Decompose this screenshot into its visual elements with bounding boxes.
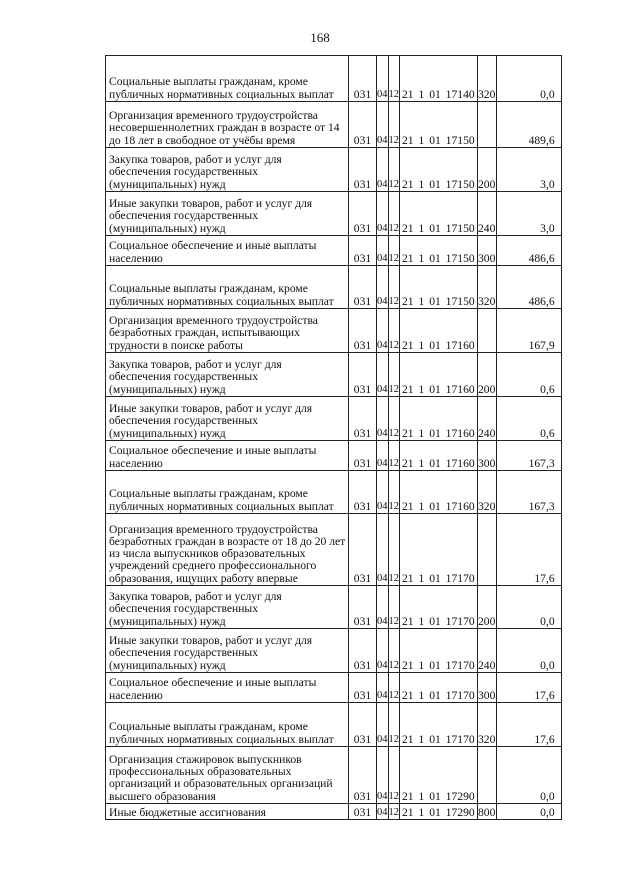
row-description: Социальные выплаты гражданам, кроме публичных нормативных социальных выплат [106,471,349,514]
amount: 167,3 [496,441,561,471]
amount: 0,6 [496,397,561,441]
table-row [106,236,562,266]
table-row [106,471,562,514]
table-row [106,266,562,309]
amount: 0,0 [496,56,561,102]
target-article-code: 21 1 01 17140 [400,56,478,102]
table-row [106,629,562,673]
expense-type-code [477,102,496,148]
ministry-code: 031 [349,703,377,747]
expense-type-code: 320 [477,56,496,102]
row-description: Социальное обеспечение и иные выплаты населению [106,236,349,266]
row-description: Иные бюджетные ассигнования [106,804,349,820]
section-code: 04 [377,747,389,804]
table-row [106,309,562,353]
row-description: Закупка товаров, работ и услуг для обеспечения государственных (муниципальных) нужд [106,148,349,192]
target-article-code: 21 1 01 17170 [400,586,478,629]
subsection-code: 12 [388,192,400,236]
amount: 17,6 [496,703,561,747]
target-article-code: 21 1 01 17290 [400,747,478,804]
section-code: 04 [377,673,389,703]
subsection-code: 12 [388,673,400,703]
row-description: Организация временного трудоустройства безработных граждан в возрасте от 18 до 20 лет из числа выпускников образовательных учреждений среднего профессионального образования, ищущих работу впервые [106,514,349,586]
row-description: Организация временного трудоустройства несовершеннолетних граждан в возрасте от 14 до 18 лет в свободное от учёбы время [106,102,349,148]
page-number: 168 [310,30,330,45]
subsection-code: 12 [388,629,400,673]
table-row [106,514,562,586]
section-code: 04 [377,102,389,148]
section-code: 04 [377,441,389,471]
ministry-code: 031 [349,804,377,820]
ministry-code: 031 [349,192,377,236]
table-row [106,56,562,102]
amount: 17,6 [496,514,561,586]
ministry-code: 031 [349,56,377,102]
row-description: Закупка товаров, работ и услуг для обеспечения государственных (муниципальных) нужд [106,353,349,397]
table-row [106,804,562,820]
row-description: Социальные выплаты гражданам, кроме публичных нормативных социальных выплат [106,56,349,102]
ministry-code: 031 [349,586,377,629]
expense-type-code: 200 [477,353,496,397]
row-description: Социальные выплаты гражданам, кроме публичных нормативных социальных выплат [106,266,349,309]
table-row [106,747,562,804]
expense-type-code: 300 [477,441,496,471]
subsection-code: 12 [388,353,400,397]
row-description: Иные закупки товаров, работ и услуг для обеспечения государственных (муниципальных) нужд [106,397,349,441]
target-article-code: 21 1 01 17150 [400,148,478,192]
amount: 167,9 [496,309,561,353]
row-description: Иные закупки товаров, работ и услуг для обеспечения государственных (муниципальных) нужд [106,629,349,673]
expense-type-code: 200 [477,148,496,192]
table-row [106,586,562,629]
ministry-code: 031 [349,514,377,586]
ministry-code: 031 [349,236,377,266]
target-article-code: 21 1 01 17170 [400,514,478,586]
table-row [106,148,562,192]
expense-type-code: 320 [477,703,496,747]
section-code: 04 [377,471,389,514]
table-row [106,353,562,397]
amount: 3,0 [496,192,561,236]
section-code: 04 [377,397,389,441]
ministry-code: 031 [349,441,377,471]
row-description: Иные закупки товаров, работ и услуг для обеспечения государственных (муниципальных) нужд [106,192,349,236]
target-article-code: 21 1 01 17160 [400,397,478,441]
table-row [106,703,562,747]
ministry-code: 031 [349,148,377,192]
subsection-code: 12 [388,747,400,804]
section-code: 04 [377,353,389,397]
amount: 167,3 [496,471,561,514]
section-code: 04 [377,56,389,102]
subsection-code: 12 [388,236,400,266]
amount: 486,6 [496,236,561,266]
section-code: 04 [377,586,389,629]
target-article-code: 21 1 01 17150 [400,236,478,266]
subsection-code: 12 [388,309,400,353]
expense-type-code: 800 [477,804,496,820]
subsection-code: 12 [388,441,400,471]
target-article-code: 21 1 01 17170 [400,703,478,747]
section-code: 04 [377,629,389,673]
target-article-code: 21 1 01 17160 [400,309,478,353]
amount: 3,0 [496,148,561,192]
expense-type-code [477,747,496,804]
budget-table-body [106,56,562,820]
target-article-code: 21 1 01 17150 [400,102,478,148]
subsection-code: 12 [388,148,400,192]
table-row [106,441,562,471]
section-code: 04 [377,804,389,820]
expense-type-code: 300 [477,673,496,703]
expense-type-code: 200 [477,586,496,629]
subsection-code: 12 [388,586,400,629]
target-article-code: 21 1 01 17150 [400,266,478,309]
expense-type-code: 240 [477,397,496,441]
row-description: Закупка товаров, работ и услуг для обеспечения государственных (муниципальных) нужд [106,586,349,629]
ministry-code: 031 [349,353,377,397]
expense-type-code [477,309,496,353]
subsection-code: 12 [388,397,400,441]
ministry-code: 031 [349,673,377,703]
section-code: 04 [377,309,389,353]
amount: 489,6 [496,102,561,148]
expense-type-code: 320 [477,266,496,309]
ministry-code: 031 [349,266,377,309]
row-description: Социальное обеспечение и иные выплаты населению [106,673,349,703]
subsection-code: 12 [388,102,400,148]
target-article-code: 21 1 01 17160 [400,471,478,514]
expense-type-code [477,514,496,586]
target-article-code: 21 1 01 17170 [400,673,478,703]
ministry-code: 031 [349,309,377,353]
target-article-code: 21 1 01 17170 [400,629,478,673]
amount: 17,6 [496,673,561,703]
table-row [106,192,562,236]
table-row [106,673,562,703]
budget-table [105,55,562,820]
section-code: 04 [377,266,389,309]
ministry-code: 031 [349,397,377,441]
subsection-code: 12 [388,266,400,309]
section-code: 04 [377,703,389,747]
target-article-code: 21 1 01 17160 [400,441,478,471]
expense-type-code: 320 [477,471,496,514]
ministry-code: 031 [349,747,377,804]
target-article-code: 21 1 01 17160 [400,353,478,397]
target-article-code: 21 1 01 17290 [400,804,478,820]
table-row [106,102,562,148]
row-description: Организация стажировок выпускников профессиональных образовательных организаций и образовательных организаций высшего образования [106,747,349,804]
ministry-code: 031 [349,102,377,148]
amount: 0,6 [496,353,561,397]
expense-type-code: 240 [477,192,496,236]
subsection-code: 12 [388,804,400,820]
amount: 0,0 [496,586,561,629]
section-code: 04 [377,236,389,266]
subsection-code: 12 [388,56,400,102]
table-row [106,397,562,441]
ministry-code: 031 [349,629,377,673]
target-article-code: 21 1 01 17150 [400,192,478,236]
subsection-code: 12 [388,514,400,586]
section-code: 04 [377,192,389,236]
amount: 0,0 [496,804,561,820]
amount: 486,6 [496,266,561,309]
ministry-code: 031 [349,471,377,514]
expense-type-code: 240 [477,629,496,673]
row-description: Социальные выплаты гражданам, кроме публичных нормативных социальных выплат [106,703,349,747]
section-code: 04 [377,514,389,586]
row-description: Социальное обеспечение и иные выплаты населению [106,441,349,471]
section-code: 04 [377,148,389,192]
row-description: Организация временного трудоустройства безработных граждан, испытывающих трудности в поиске работы [106,309,349,353]
expense-type-code: 300 [477,236,496,266]
amount: 0,0 [496,747,561,804]
amount: 0,0 [496,629,561,673]
subsection-code: 12 [388,471,400,514]
subsection-code: 12 [388,703,400,747]
